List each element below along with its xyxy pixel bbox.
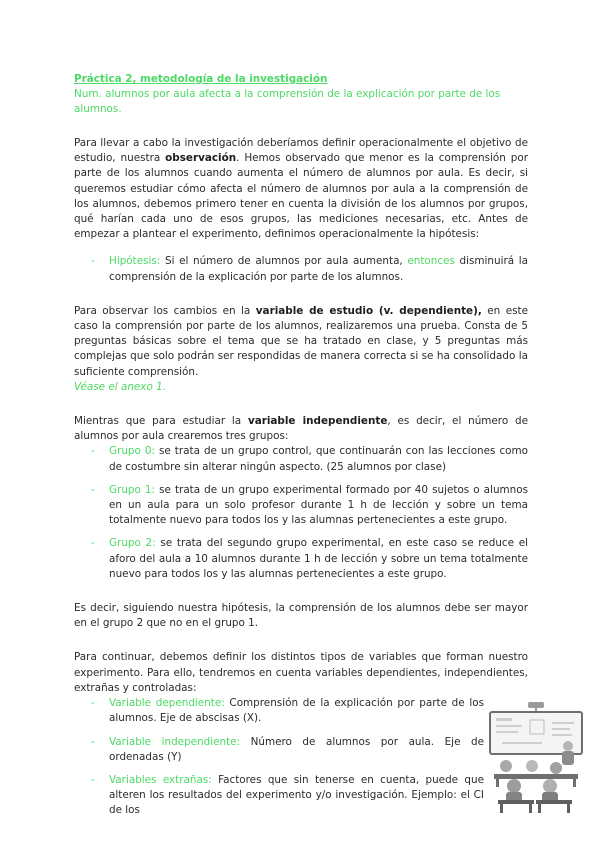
- document-title: Práctica 2, metodología de la investigación: [74, 73, 328, 85]
- hypothesis-item: - Hipótesis: Si el número de alumnos por aula aumenta, entonces disminuirá la comprensión de la explicación por parte de los alumnos.: [91, 255, 528, 283]
- group-item: - Grupo 1: se trata de un grupo experimental formado por 40 sujetos o alumnos en un aula para un solo profesor durante 1 h de lección y sobre un tema totalmente nuevo para todos los y las alumnas pertenecientes a este grupo.: [91, 483, 529, 527]
- group-item: - Grupo 0: se trata de un grupo control, que continuarán con las lecciones como de costumbre sin alterar ningún aspecto. (25 alumnos por clase): [91, 445, 528, 473]
- classroom-illustration: [484, 700, 588, 814]
- hypothesis-label: Hipótesis:: [109, 255, 161, 268]
- variable-item: - Variable dependiente: Comprensión de la explicación por parte de los alumnos. Eje de abscisas (X).: [91, 697, 484, 725]
- variable-label: Variable independiente:: [109, 735, 241, 748]
- document-subtitle: Num. alumnos por aula afecta a la comprensión de la explicación por parte de los alumnos.: [74, 88, 501, 115]
- hypothesis-then: entonces: [407, 255, 455, 268]
- variables-list: [74, 696, 484, 818]
- variable-label: Variable dependiente:: [109, 697, 225, 710]
- hypothesis-list: [74, 254, 528, 284]
- paragraph-independent-variable: Mientras que para estudiar la variable independiente, es decir, el número de alumnos por aula crearemos tres grupos:: [74, 415, 528, 443]
- group-item: - Grupo 2: se trata del segundo grupo experimental, en este caso se reduce el aforo del aula a 10 alumnos durante 1 h de lección y sobre un tema totalmente nuevo para todos los y las alumnas pertenecientes a este grupo.: [91, 537, 528, 580]
- annex-reference: Véase el anexo 1.: [74, 380, 167, 393]
- variable-item: - Variables extrañas: Factores que sin tenerse en cuenta, puede que alteren los resultados del experimento y/o investigación. Ejemplo: el CI de los: [91, 773, 484, 817]
- paragraph-variables-intro: Para continuar, debemos definir los distintos tipos de variables que forman nuestro experimento. Para ello, tendremos en cuenta variables dependientes, independientes, extrañas y controladas:: [74, 651, 528, 694]
- paragraph-dependent-variable: Para observar los cambios en la variable de estudio (v. dependiente), en este caso la comprensión por parte de los alumnos, realizaremos una prueba. Consta de 5 preguntas básicas sobre el tema que se ha tratado en clase, y 5 preguntas más complejas que solo podrán ser respondidas de manera correcta si se ha consolidado la suficiente comprensión. Véase el anexo 1.: [74, 304, 528, 393]
- group-label: Grupo 0:: [109, 445, 155, 458]
- paragraph-intro: Para llevar a cabo la investigación deberíamos definir operacionalmente el objetivo de estudio, nuestra observación. Hemos observado que menor es la comprensión por parte de los alumnos cuando aumenta el número de alumnos por aula. Es decir, si queremos estudiar cómo afecta el número de alumnos por aula a la comprensión de los alumnos, debemos primero tener en cuenta la división de los alumnos por grupos, qué harían cada uno de esos grupos, las mediciones necesarias, etc. Antes de empezar a plantear el experimento, definimos operacionalmente la hipótesis:: [74, 137, 529, 241]
- group-label: Grupo 2:: [109, 537, 156, 550]
- groups-list: [74, 444, 528, 582]
- variable-item: - Variable independiente: Número de alumnos por aula. Eje de ordenadas (Y): [91, 735, 484, 763]
- paragraph-conclusion: Es decir, siguiendo nuestra hipótesis, la comprensión de los alumnos debe ser mayor en el grupo 2 que no en el grupo 1.: [74, 602, 528, 630]
- group-label: Grupo 1:: [109, 483, 156, 496]
- variable-label: Variables extrañas:: [109, 773, 212, 786]
- document-page: [74, 72, 528, 819]
